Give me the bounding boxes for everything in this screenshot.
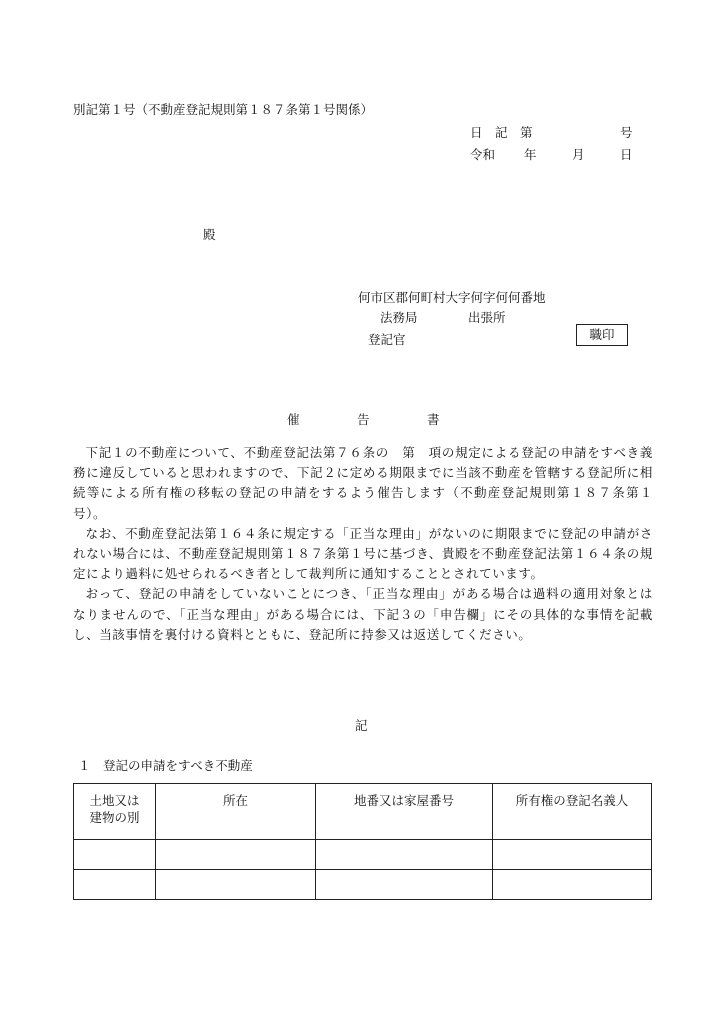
reg-no-prefix: 日 記 第 (470, 125, 533, 140)
document-title (287, 410, 440, 428)
branch-label: 出張所 (468, 310, 506, 325)
ki-heading: 記 (355, 718, 368, 733)
column-header: 地番又は家屋番号 (316, 784, 493, 840)
table-cell (493, 840, 652, 870)
title-char: 書 (427, 412, 440, 427)
form-title: 別記第１号（不動産登記規則第１８７条第１号関係） (73, 102, 374, 117)
column-header: 所有権の登記名義人 (493, 784, 652, 840)
bureau-label: 法務局 (380, 310, 418, 325)
official-seal-box: 職印 (576, 324, 628, 346)
issue-date (470, 145, 633, 163)
registration-number (470, 123, 633, 141)
date-year: 年 (524, 147, 537, 162)
paragraph: なお、不動産登記法第１６４条に規定する「正当な理由」がないのに期限までに登記の申請がされない場合には、不動産登記規則第１８７条第１号に基づき、貴殿を不動産登記法第１６４条の規定により過料に処せられるべき者として裁判所に通知することとされています。 (73, 525, 653, 582)
table-cell (316, 870, 493, 900)
registrar-label: 登記官 (368, 332, 406, 347)
property-table (73, 783, 652, 900)
table-header-row (74, 784, 652, 840)
date-day: 日 (620, 147, 633, 162)
table-row (74, 840, 652, 870)
column-header: 土地又は 建物の別 (74, 784, 156, 840)
table-row (74, 870, 652, 900)
addressee-honorific: 殿 (203, 227, 216, 242)
table-cell (74, 840, 156, 870)
paragraph: 下記１の不動産について、不動産登記法第７６条の 第 項の規定による登記の申請をすべき義務に違反していると思われますので、下記２に定める期限までに当該不動産を管轄する登記所に相続等による所有権の移転の登記の申請をするよう催告します（不動産登記規則第１８７条第１号）。 (73, 445, 653, 521)
notice-body (73, 443, 653, 645)
table-cell (156, 870, 316, 900)
paragraph: おって、登記の申請をしていないことにつき、「正当な理由」がある場合は過料の適用対象とはなりませんので、「正当な理由」がある場合には、下記３の「申告欄」にその具体的な事情を記載し、当該事情を裏付ける資料とともに、登記所に持参又は返送してください。 (73, 586, 653, 642)
title-char: 告 (357, 412, 370, 427)
table-cell (74, 870, 156, 900)
table-cell (156, 840, 316, 870)
reg-no-suffix: 号 (620, 125, 633, 140)
table-cell (316, 840, 493, 870)
section-1-heading: １ 登記の申請をすべき不動産 (78, 758, 253, 773)
table-cell (493, 870, 652, 900)
sender-address: 何市区郡何町村大字何字何何番地 (358, 290, 546, 305)
date-month: 月 (572, 147, 585, 162)
column-header: 所在 (156, 784, 316, 840)
sender-office (380, 308, 540, 326)
date-era: 令和 (470, 147, 496, 162)
title-char: 催 (287, 412, 300, 427)
